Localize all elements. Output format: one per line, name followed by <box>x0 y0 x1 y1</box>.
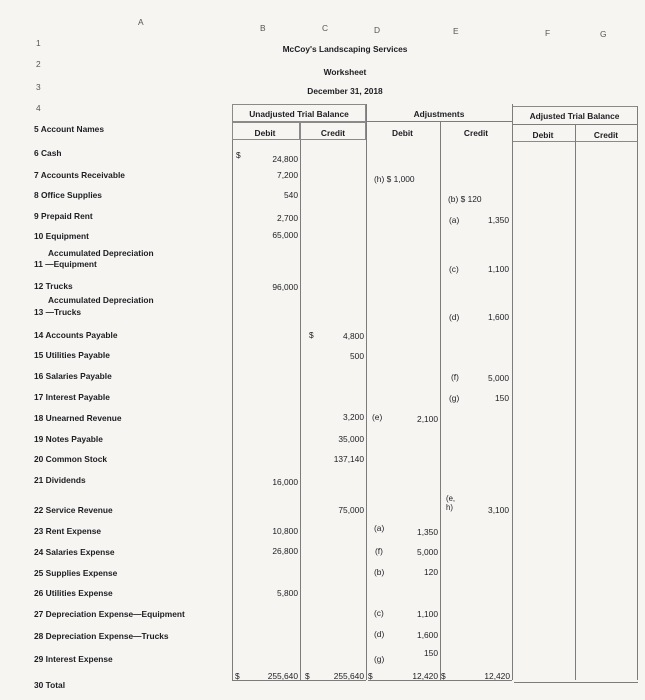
adjusted-header: Adjusted Trial Balance <box>529 111 620 121</box>
ade-ac-ref: (c) <box>449 264 459 274</box>
row-30-label: 30 Total <box>34 680 66 690</box>
total-ud: 255,640 <box>267 671 298 681</box>
row-21-label: 21 Dividends <box>34 475 86 485</box>
row-11-label-2: 11 —Equipment <box>34 259 97 269</box>
det-ad-ref: (d) <box>374 629 385 639</box>
row-5: 5 Account Names <box>34 124 104 134</box>
cash-ud: 24,800 <box>272 154 298 164</box>
row-6-label: 6 Cash <box>34 148 62 158</box>
unadjusted-header: Unadjusted Trial Balance <box>249 109 349 119</box>
row-24-label: 24 Salaries Expense <box>34 547 115 557</box>
row-number: 2 <box>36 59 41 69</box>
adj-credit-header: Credit <box>593 130 619 140</box>
total-ad: 12,420 <box>412 671 438 681</box>
row-11-label-1: Accumulated Depreciation <box>48 248 154 258</box>
total-uc-sign: $ <box>305 671 310 681</box>
ip-ac-ref: (g) <box>449 393 460 403</box>
eq-ud: 65,000 <box>272 230 298 240</box>
os-ac: (b) $ 120 <box>448 194 482 204</box>
sr-uc: 75,000 <box>338 505 364 515</box>
sue-ad: 120 <box>424 567 438 577</box>
ar-ud: 7,200 <box>277 170 298 180</box>
row-19-label: 19 Notes Payable <box>34 434 103 444</box>
row-number: 1 <box>36 38 41 48</box>
cash-ud-sign: $ <box>236 150 241 160</box>
trucks-ud: 96,000 <box>272 282 298 292</box>
row-7-label: 7 Accounts Receivable <box>34 170 125 180</box>
ac-credit-header: Credit <box>463 128 489 138</box>
sr-ac: 3,100 <box>488 505 509 515</box>
col-letter-a: A <box>138 17 144 27</box>
row-9-label: 9 Prepaid Rent <box>34 211 93 221</box>
ad-debit-header: Debit <box>392 128 413 138</box>
col-letter-f: F <box>545 28 551 38</box>
row-25-label: 25 Supplies Expense <box>34 568 118 578</box>
ud-header-box <box>232 122 300 140</box>
os-ud: 540 <box>284 190 298 200</box>
ar-ad: (h) $ 1,000 <box>374 174 415 184</box>
ur-ad: 2,100 <box>417 414 438 424</box>
row-8-label: 8 Office Supplies <box>34 190 102 200</box>
row-26-label: 26 Utilities Expense <box>34 588 113 598</box>
re-ad: 1,350 <box>417 527 438 537</box>
adj-debit-header: Debit <box>532 130 554 140</box>
ue-ud: 5,800 <box>277 588 298 598</box>
dee-ad-ref: (c) <box>374 608 384 618</box>
np-uc: 35,000 <box>338 434 364 444</box>
doc-title: Worksheet <box>323 67 367 77</box>
total-ac-sign: $ <box>441 671 446 681</box>
row-27-label: 27 Depreciation Expense—Equipment <box>34 609 185 619</box>
total-ad-sign: $ <box>368 671 373 681</box>
sr-ac-ref: (e, h) <box>446 494 456 512</box>
cs-uc: 137,140 <box>333 454 364 464</box>
row-22-label: 22 Service Revenue <box>34 505 113 515</box>
ap-uc-sign: $ <box>309 330 314 340</box>
total-ud-sign: $ <box>235 671 240 681</box>
row-29-label: 29 Interest Expense <box>34 654 113 664</box>
row-28-label: 28 Depreciation Expense—Trucks <box>34 631 169 641</box>
sue-ad-ref: (b) <box>374 567 385 577</box>
ip-ac: 150 <box>495 393 509 403</box>
pr-ac-ref: (a) <box>449 215 460 225</box>
se-ad: 5,000 <box>417 547 438 557</box>
row-18-label: 18 Unearned Revenue <box>34 413 122 423</box>
div-ud: 16,000 <box>272 477 298 487</box>
row-12-label: 12 Trucks <box>34 281 73 291</box>
sp-ac: 5,000 <box>488 373 509 383</box>
sp-ac-ref: (f) <box>451 372 459 382</box>
row-16-label: 16 Salaries Payable <box>34 371 112 381</box>
uc-header-box <box>300 122 366 140</box>
row-number: 4 <box>36 103 41 113</box>
up-uc: 500 <box>350 351 364 361</box>
col-letter-e: E <box>453 26 459 36</box>
row-13-label-2: 13 —Trucks <box>34 307 82 317</box>
pr-ud: 2,700 <box>277 213 298 223</box>
ud-debit-header: Debit <box>254 128 276 138</box>
se-ud: 26,800 <box>272 546 298 556</box>
doc-date: December 31, 2018 <box>307 86 383 96</box>
col-letter-c: C <box>322 23 329 33</box>
ie-ad: 150 <box>424 648 438 658</box>
ap-uc: 4,800 <box>343 331 364 341</box>
adjustments-header: Adjustments <box>413 109 465 119</box>
row-17-label: 17 Interest Payable <box>34 392 110 402</box>
row-15-label: 15 Utilities Payable <box>34 350 110 360</box>
row-13-label-1: Accumulated Depreciation <box>48 295 154 305</box>
adt-ac: 1,600 <box>488 312 509 322</box>
total-uc: 255,640 <box>333 671 364 681</box>
ie-ad-ref: (g) <box>374 654 385 664</box>
adt-ac-ref: (d) <box>449 312 460 322</box>
row-14-label: 14 Accounts Payable <box>34 330 118 340</box>
row-number: 3 <box>36 82 41 92</box>
ur-ad-ref: (e) <box>372 412 383 422</box>
re-ad-ref: (a) <box>374 523 385 533</box>
pr-ac: 1,350 <box>488 215 509 225</box>
row-20-label: 20 Common Stock <box>34 454 108 464</box>
unadjusted-box <box>232 104 366 122</box>
ur-uc: 3,200 <box>343 412 364 422</box>
col-letter-g: G <box>600 29 607 39</box>
det-ad: 1,600 <box>417 630 438 640</box>
ade-ac: 1,100 <box>488 264 509 274</box>
col-letter-d: D <box>374 25 381 35</box>
col-letter-b: B <box>260 23 266 33</box>
uc-credit-header: Credit <box>320 128 346 138</box>
dee-ad: 1,100 <box>417 609 438 619</box>
re-ud: 10,800 <box>272 526 298 536</box>
se-ad-ref: (f) <box>375 546 383 556</box>
company-name: McCoy's Landscaping Services <box>282 44 408 54</box>
row-10-label: 10 Equipment <box>34 231 89 241</box>
row-23-label: 23 Rent Expense <box>34 526 102 536</box>
total-ac: 12,420 <box>484 671 510 681</box>
